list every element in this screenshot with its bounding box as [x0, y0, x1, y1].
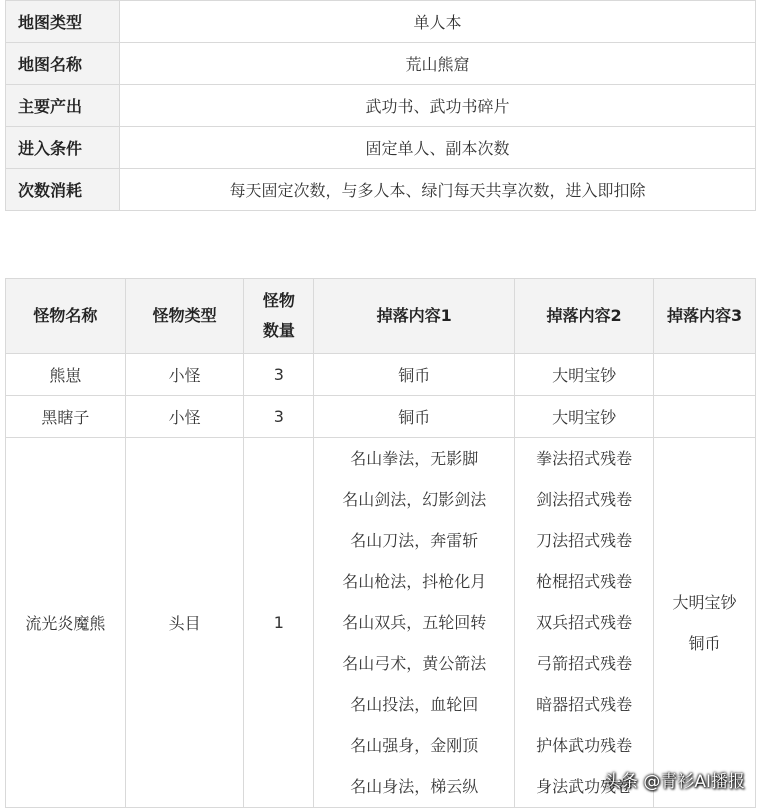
row-label: 地图名称	[6, 43, 120, 85]
row-label: 次数消耗	[6, 169, 120, 211]
drop1: 铜币	[314, 354, 515, 396]
monster-name: 熊崽	[6, 354, 126, 396]
drop-item: 护体武功残卷	[536, 736, 633, 755]
boss-drop2-list	[515, 438, 654, 808]
drop-item: 身法武功残卷	[536, 777, 633, 796]
drop-item: 名山枪法，抖枪化月	[342, 572, 487, 591]
header-monster-type: 怪物类型	[125, 279, 244, 354]
drop-item: 名山拳法，无影脚	[350, 449, 479, 468]
drop-item: 双兵招式残卷	[536, 613, 633, 632]
monster-type: 小怪	[125, 396, 244, 438]
row-value: 武功书、武功书碎片	[120, 85, 756, 127]
drop3	[654, 396, 756, 438]
drop-item: 名山剑法，幻影剑法	[342, 490, 487, 509]
table-row	[6, 43, 756, 85]
boss-drop3-list	[654, 438, 756, 808]
boss-drop1-list	[314, 438, 515, 808]
row-value: 单人本	[120, 1, 756, 43]
drop-item: 大明宝钞	[672, 592, 737, 612]
drop-item: 名山弓术，黄公箭法	[342, 654, 487, 673]
drop1: 铜币	[314, 396, 515, 438]
drop-item: 铜币	[688, 633, 721, 653]
drop-item: 名山刀法，奔雷斩	[350, 531, 479, 550]
monster-type: 头目	[125, 438, 244, 808]
row-value: 固定单人、副本次数	[120, 127, 756, 169]
header-drop2: 掉落内容2	[515, 279, 654, 354]
row-label: 地图类型	[6, 1, 120, 43]
drop-item: 枪棍招式残卷	[536, 572, 633, 591]
table-header-row	[6, 279, 756, 354]
table-row	[6, 127, 756, 169]
drop-item: 名山双兵，五轮回转	[342, 613, 487, 632]
header-drop3: 掉落内容3	[654, 279, 756, 354]
table-row-boss	[6, 438, 756, 808]
drop-item: 拳法招式残卷	[536, 449, 633, 468]
row-label: 进入条件	[6, 127, 120, 169]
monster-name: 黑瞎子	[6, 396, 126, 438]
monster-name: 流光炎魔熊	[6, 438, 126, 808]
table-row	[6, 85, 756, 127]
header-count-line1: 怪物	[262, 291, 295, 310]
header-drop1: 掉落内容1	[314, 279, 515, 354]
drop-item: 弓箭招式残卷	[536, 654, 633, 673]
table-row	[6, 169, 756, 211]
monster-drop-table	[5, 278, 756, 808]
drop-item: 刀法招式残卷	[536, 531, 633, 550]
watermark: 头条 @青衫AI播报	[603, 772, 745, 792]
drop-item: 名山投法，血轮回	[350, 695, 479, 714]
row-value: 荒山熊窟	[120, 43, 756, 85]
monster-type: 小怪	[125, 354, 244, 396]
monster-count: 1	[244, 438, 314, 808]
header-count-line2: 数量	[262, 321, 295, 340]
drop2: 大明宝钞	[515, 354, 654, 396]
header-monster-name: 怪物名称	[6, 279, 126, 354]
row-label: 主要产出	[6, 85, 120, 127]
table-row	[6, 1, 756, 43]
table-row	[6, 354, 756, 396]
drop-item: 剑法招式残卷	[536, 490, 633, 509]
map-info-table	[5, 0, 756, 211]
header-monster-count	[244, 279, 314, 354]
drop-item: 暗器招式残卷	[536, 695, 633, 714]
drop-item: 名山强身，金刚顶	[350, 736, 479, 755]
row-value: 每天固定次数，与多人本、绿门每天共享次数，进入即扣除	[120, 169, 756, 211]
drop3	[654, 354, 756, 396]
drop2: 大明宝钞	[515, 396, 654, 438]
drop-item: 名山身法，梯云纵	[350, 777, 479, 796]
monster-count: 3	[244, 396, 314, 438]
table-row	[6, 396, 756, 438]
monster-count: 3	[244, 354, 314, 396]
